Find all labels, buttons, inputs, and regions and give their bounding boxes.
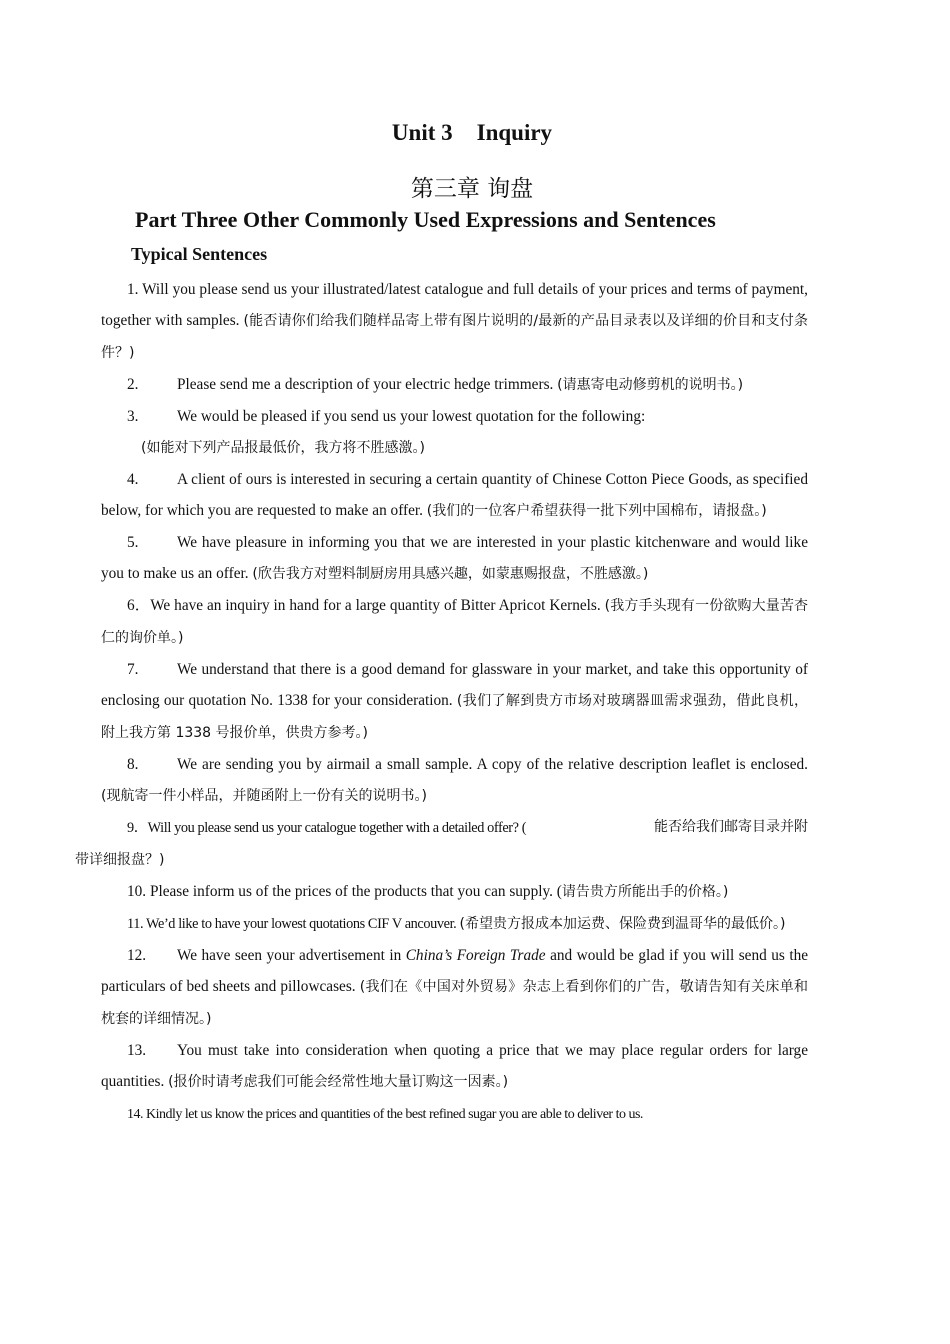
sentence-7: 7. We understand that there is a good demand for glassware in your market, and take this opportunity of enclosing our quotation No. 1338 for your consideration. (我们了解到贵方市场对玻璃器皿需求强劲，借此良机，附上我方第 1338 号报价单，供贵方参考。): [101, 661, 808, 741]
unit-name: Inquiry: [476, 120, 553, 145]
sentence-14: 14. Kindly let us know the prices and quantities of the best refined sugar you are able to deliver to us.: [127, 1107, 643, 1122]
sentence-3-translation: (如能对下列产品报最低价，我方将不胜感激。): [141, 440, 425, 456]
unit-title: [0, 120, 944, 146]
sentence-8: 8. We are sending you by airmail a small sample. A copy of the relative description leaflet is enclosed. (现航寄一件小样品，并随函附上一份有关的说明书。): [101, 756, 808, 804]
section-heading: Typical Sentences: [131, 244, 268, 264]
sentence-6: 6．We have an inquiry in hand for a large quantity of Bitter Apricot Kernels. (我方手头现有一份欲购大量苦杏仁的询价单。): [101, 597, 808, 646]
chapter-title-cn: 第三章 询盘: [410, 176, 534, 202]
sentence-10: 10. Please inform us of the prices of the products that you can supply. (请告贵方所能出手的价格。): [127, 883, 729, 900]
sentence-9: 能否给我们邮寄目录并附 9．Will you please send us your catalogue together with a detailed offer? ( 带详细报盘？): [75, 819, 808, 868]
sentence-13: 13. You must take into consideration when quoting a price that we may place regular orders for large quantities. (报价时请考虑我们可能会经常性地大量订购这一因素。): [101, 1042, 808, 1090]
sentence-11: 11. We’d like to have your lowest quotations CIF V ancouver. (希望贵方报成本加运费、保险费到温哥华的最低价。): [127, 916, 786, 932]
sentence-12: 12. We have seen your advertisement in China’s Foreign Trade and would be glad if you will send us the particulars of bed sheets and pillowcases. (我们在《中国对外贸易》杂志上看到你们的广告，敬请告知有关床单和枕套的详细情况。): [101, 947, 809, 1027]
sentence-list: [75, 274, 809, 1130]
sentence-1: 1. Will you please send us your illustrated/latest catalogue and full details of your prices and terms of payment, together with samples. (能否请你们给我们随样品寄上带有图片说明的/最新的产品目录表以及详细的价目和支付条件？): [101, 281, 808, 361]
unit-number: Unit 3: [391, 120, 453, 145]
sentence-3: 3. We would be pleased if you send us your lowest quotation for the following:: [127, 408, 646, 425]
sentence-4: 4. A client of ours is interested in securing a certain quantity of Chinese Cotton Piece Goods, as specified below, for which you are requested to make an offer. (我们的一位客户希望获得一批下列中国棉布，请报盘。): [101, 471, 808, 519]
sentence-2: 2. Please send me a description of your electric hedge trimmers. (请惠寄电动修剪机的说明书。): [127, 376, 744, 393]
sentence-5: 5. We have pleasure in informing you that we are interested in your plastic kitchenware and would like you to make us an offer. (欣告我方对塑料制厨房用具感兴趣，如蒙惠赐报盘，不胜感激。): [101, 534, 808, 582]
part-heading: Part Three Other Commonly Used Expressions and Sentences: [135, 207, 716, 232]
